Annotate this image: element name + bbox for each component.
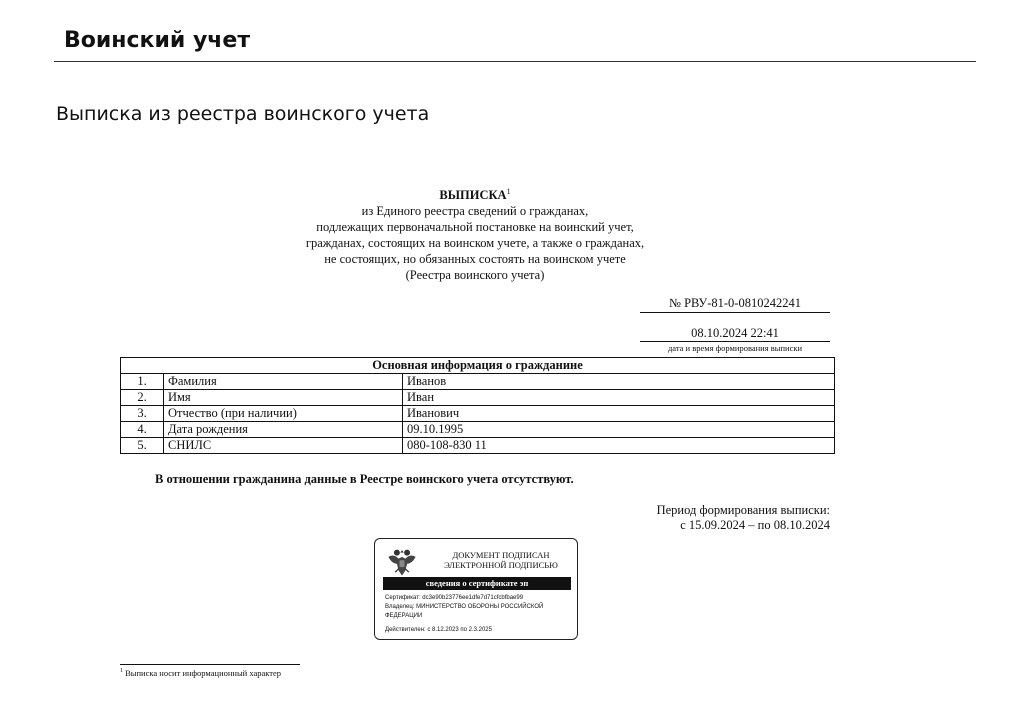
- signature-title-line: ЭЛЕКТРОННОЙ ПОДПИСЬЮ: [444, 560, 558, 570]
- row-label: Отчество (при наличии): [164, 406, 403, 422]
- datetime-underline: [640, 341, 830, 342]
- row-value: 080-108-830 11: [403, 438, 835, 454]
- table-row: [121, 374, 835, 390]
- row-number: 5.: [121, 438, 164, 454]
- row-label: Фамилия: [164, 374, 403, 390]
- row-label: Дата рождения: [164, 422, 403, 438]
- document-heading: [250, 184, 700, 283]
- footnote: [120, 668, 281, 678]
- table-row: [121, 422, 835, 438]
- certificate-serial: Сертификат: dc3e90b23776ee1dfe7d71cfcbfbae99: [385, 595, 524, 601]
- row-number: 4.: [121, 422, 164, 438]
- row-value: Иванов: [403, 374, 835, 390]
- row-value: Иван: [403, 390, 835, 406]
- row-label: СНИЛС: [164, 438, 403, 454]
- datetime-caption: дата и время формирования выписки: [667, 343, 803, 353]
- row-value: 09.10.1995: [403, 422, 835, 438]
- row-number: 2.: [121, 390, 164, 406]
- table-row: [121, 390, 835, 406]
- table-header: Основная информация о гражданине: [121, 358, 835, 374]
- certificate-owner-cont: ФЕДЕРАЦИИ: [385, 613, 423, 619]
- row-value: Иванович: [403, 406, 835, 422]
- signature-title: [431, 550, 571, 570]
- footnote-text: Выписка носит информационный характер: [125, 668, 282, 678]
- formation-datetime: 08.10.2024 22:41: [691, 326, 779, 340]
- slide-subtitle: Выписка из реестра воинского учета: [56, 103, 430, 125]
- electronic-signature-stamp: [374, 538, 578, 640]
- row-label: Имя: [164, 390, 403, 406]
- table-row: [121, 406, 835, 422]
- registry-number: № РВУ-81-0-0810242241: [669, 296, 801, 310]
- registry-number-underline: [640, 312, 830, 313]
- period-value: с 15.09.2024 – по 08.10.2024: [680, 518, 830, 532]
- document-title-text: ВЫПИСКА: [439, 188, 507, 203]
- formation-period: [560, 503, 830, 533]
- absent-data-note: В отношении гражданина данные в Реестре воинского учета отсутствуют.: [155, 472, 574, 486]
- table-header-row: [121, 358, 835, 374]
- heading-line: не состоящих, но обязанных состоять на воинском учете: [324, 252, 626, 267]
- certificate-validity: Действителен: с 8.12.2023 по 2.3.2025: [385, 627, 492, 633]
- row-number: 1.: [121, 374, 164, 390]
- heading-line: гражданах, состоящих на воинском учете, а также о гражданах,: [305, 236, 645, 251]
- citizen-info-table: [120, 357, 835, 454]
- certificate-owner: Владелец: МИНИСТЕРСТВО ОБОРОНЫ РОССИЙСКОЙ: [385, 604, 544, 610]
- signature-title-line: ДОКУМЕНТ ПОДПИСАН: [452, 550, 550, 560]
- certificate-details: [385, 594, 571, 635]
- certificate-info-bar: сведения о сертификате эп: [383, 577, 571, 590]
- document-title: [250, 184, 700, 203]
- footnote-divider: [120, 664, 300, 665]
- heading-line: (Реестра воинского учета): [405, 268, 545, 283]
- heading-line: из Единого реестра сведений о гражданах,: [361, 204, 589, 219]
- double-headed-eagle-icon: [385, 545, 419, 579]
- period-label: Период формирования выписки:: [656, 503, 830, 517]
- heading-line: подлежащих первоначальной постановке на воинский учет,: [316, 220, 634, 235]
- row-number: 3.: [121, 406, 164, 422]
- title-divider: [54, 61, 976, 62]
- footnote-number: 1: [120, 668, 123, 675]
- table-row: [121, 438, 835, 454]
- slide-title: Воинский учет: [64, 28, 251, 53]
- footnote-mark: 1: [506, 187, 511, 196]
